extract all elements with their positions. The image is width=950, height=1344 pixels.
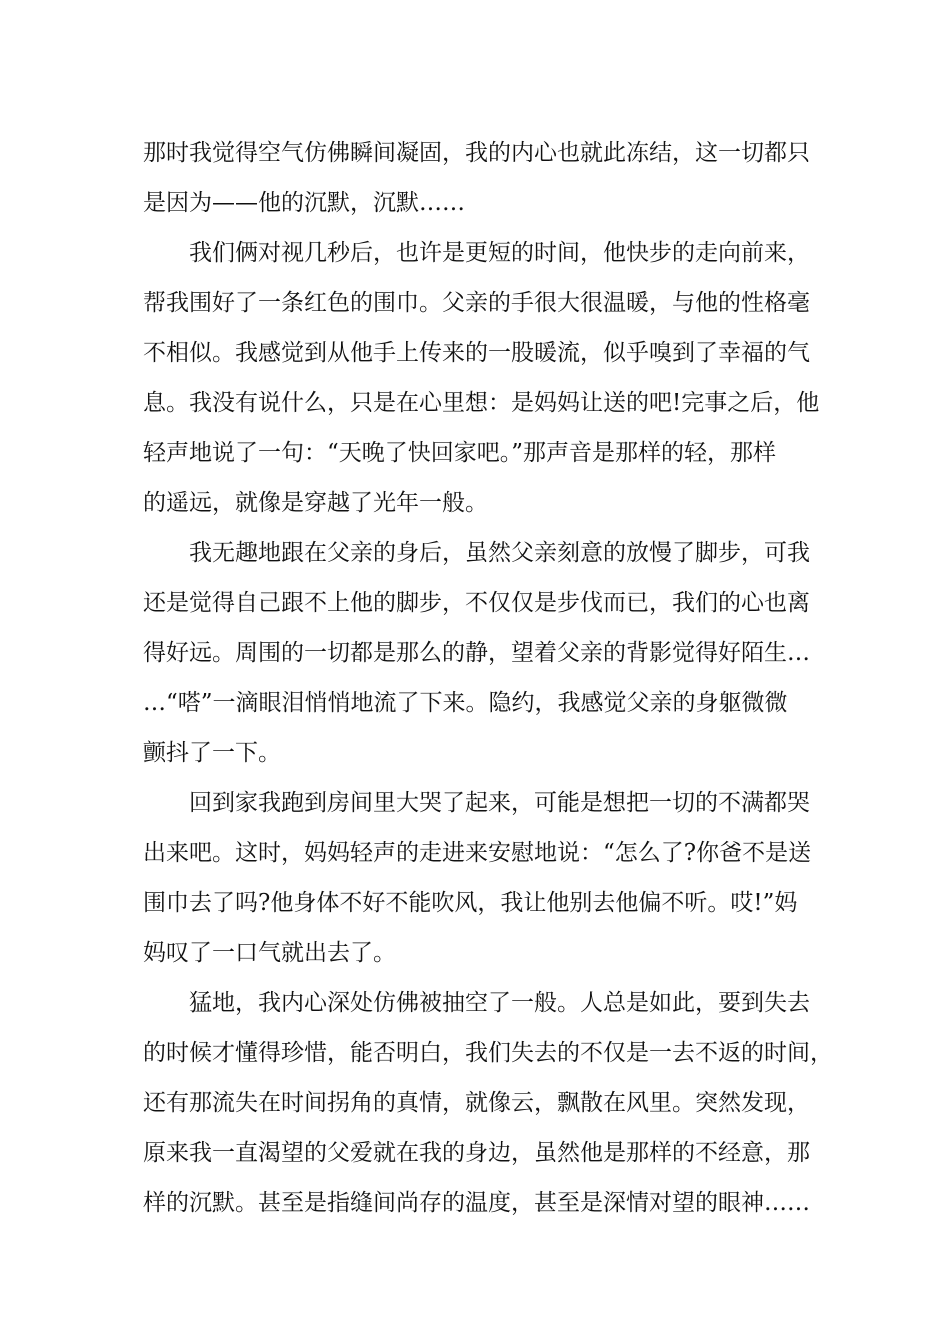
text-line: 得好远。周围的一切都是那么的静，望着父亲的背影觉得好陌生…	[143, 640, 810, 666]
text-line: 帮我围好了一条红色的围巾。父亲的手很大很温暖，与他的性格毫	[143, 290, 810, 316]
paragraph-start-line: 猛地，我内心深处仿佛被抽空了一般。人总是如此，要到失去	[189, 990, 810, 1016]
text-line: 妈叹了一口气就出去了。	[143, 940, 396, 966]
paragraph-start-line: 我们俩对视几秒后，也许是更短的时间，他快步的走向前来，	[189, 240, 810, 266]
text-line: 出来吧。这时，妈妈轻声的走进来安慰地说：“怎么了?你爸不是送	[143, 840, 812, 866]
text-line: 那时我觉得空气仿佛瞬间凝固，我的内心也就此冻结，这一切都只	[143, 140, 810, 166]
text-line: 原来我一直渴望的父爱就在我的身边，虽然他是那样的不经意，那	[143, 1140, 810, 1166]
text-line: 不相似。我感觉到从他手上传来的一股暖流，似乎嗅到了幸福的气	[143, 340, 810, 366]
text-line: 还有那流失在时间拐角的真情，就像云，飘散在风里。突然发现，	[143, 1090, 810, 1116]
text-line: 的时候才懂得珍惜，能否明白，我们失去的不仅是一去不返的时间，	[143, 1040, 833, 1066]
document-body	[143, 128, 833, 1228]
text-line: 息。我没有说什么，只是在心里想：是妈妈让送的吧!完事之后，他	[143, 390, 820, 416]
text-line: …“嗒”一滴眼泪悄悄地流了下来。隐约，我感觉父亲的身躯微微	[143, 690, 788, 716]
paragraph-start-line: 回到家我跑到房间里大哭了起来，可能是想把一切的不满都哭	[189, 790, 810, 816]
text-line: 颤抖了一下。	[143, 740, 281, 766]
text-line: 的遥远，就像是穿越了光年一般。	[143, 490, 488, 516]
text-line: 轻声地说了一句：“天晚了快回家吧。”那声音是那样的轻，那样	[143, 440, 777, 466]
paragraph-start-line: 我无趣地跟在父亲的身后，虽然父亲刻意的放慢了脚步，可我	[189, 540, 810, 566]
text-line: 还是觉得自己跟不上他的脚步，不仅仅是步伐而已，我们的心也离	[143, 590, 810, 616]
text-line: 样的沉默。甚至是指缝间尚存的温度，甚至是深情对望的眼神……	[143, 1190, 810, 1216]
text-line: 是因为——他的沉默，沉默……	[143, 190, 465, 216]
text-line: 围巾去了吗?他身体不好不能吹风，我让他别去他偏不听。哎!”妈	[143, 890, 798, 916]
